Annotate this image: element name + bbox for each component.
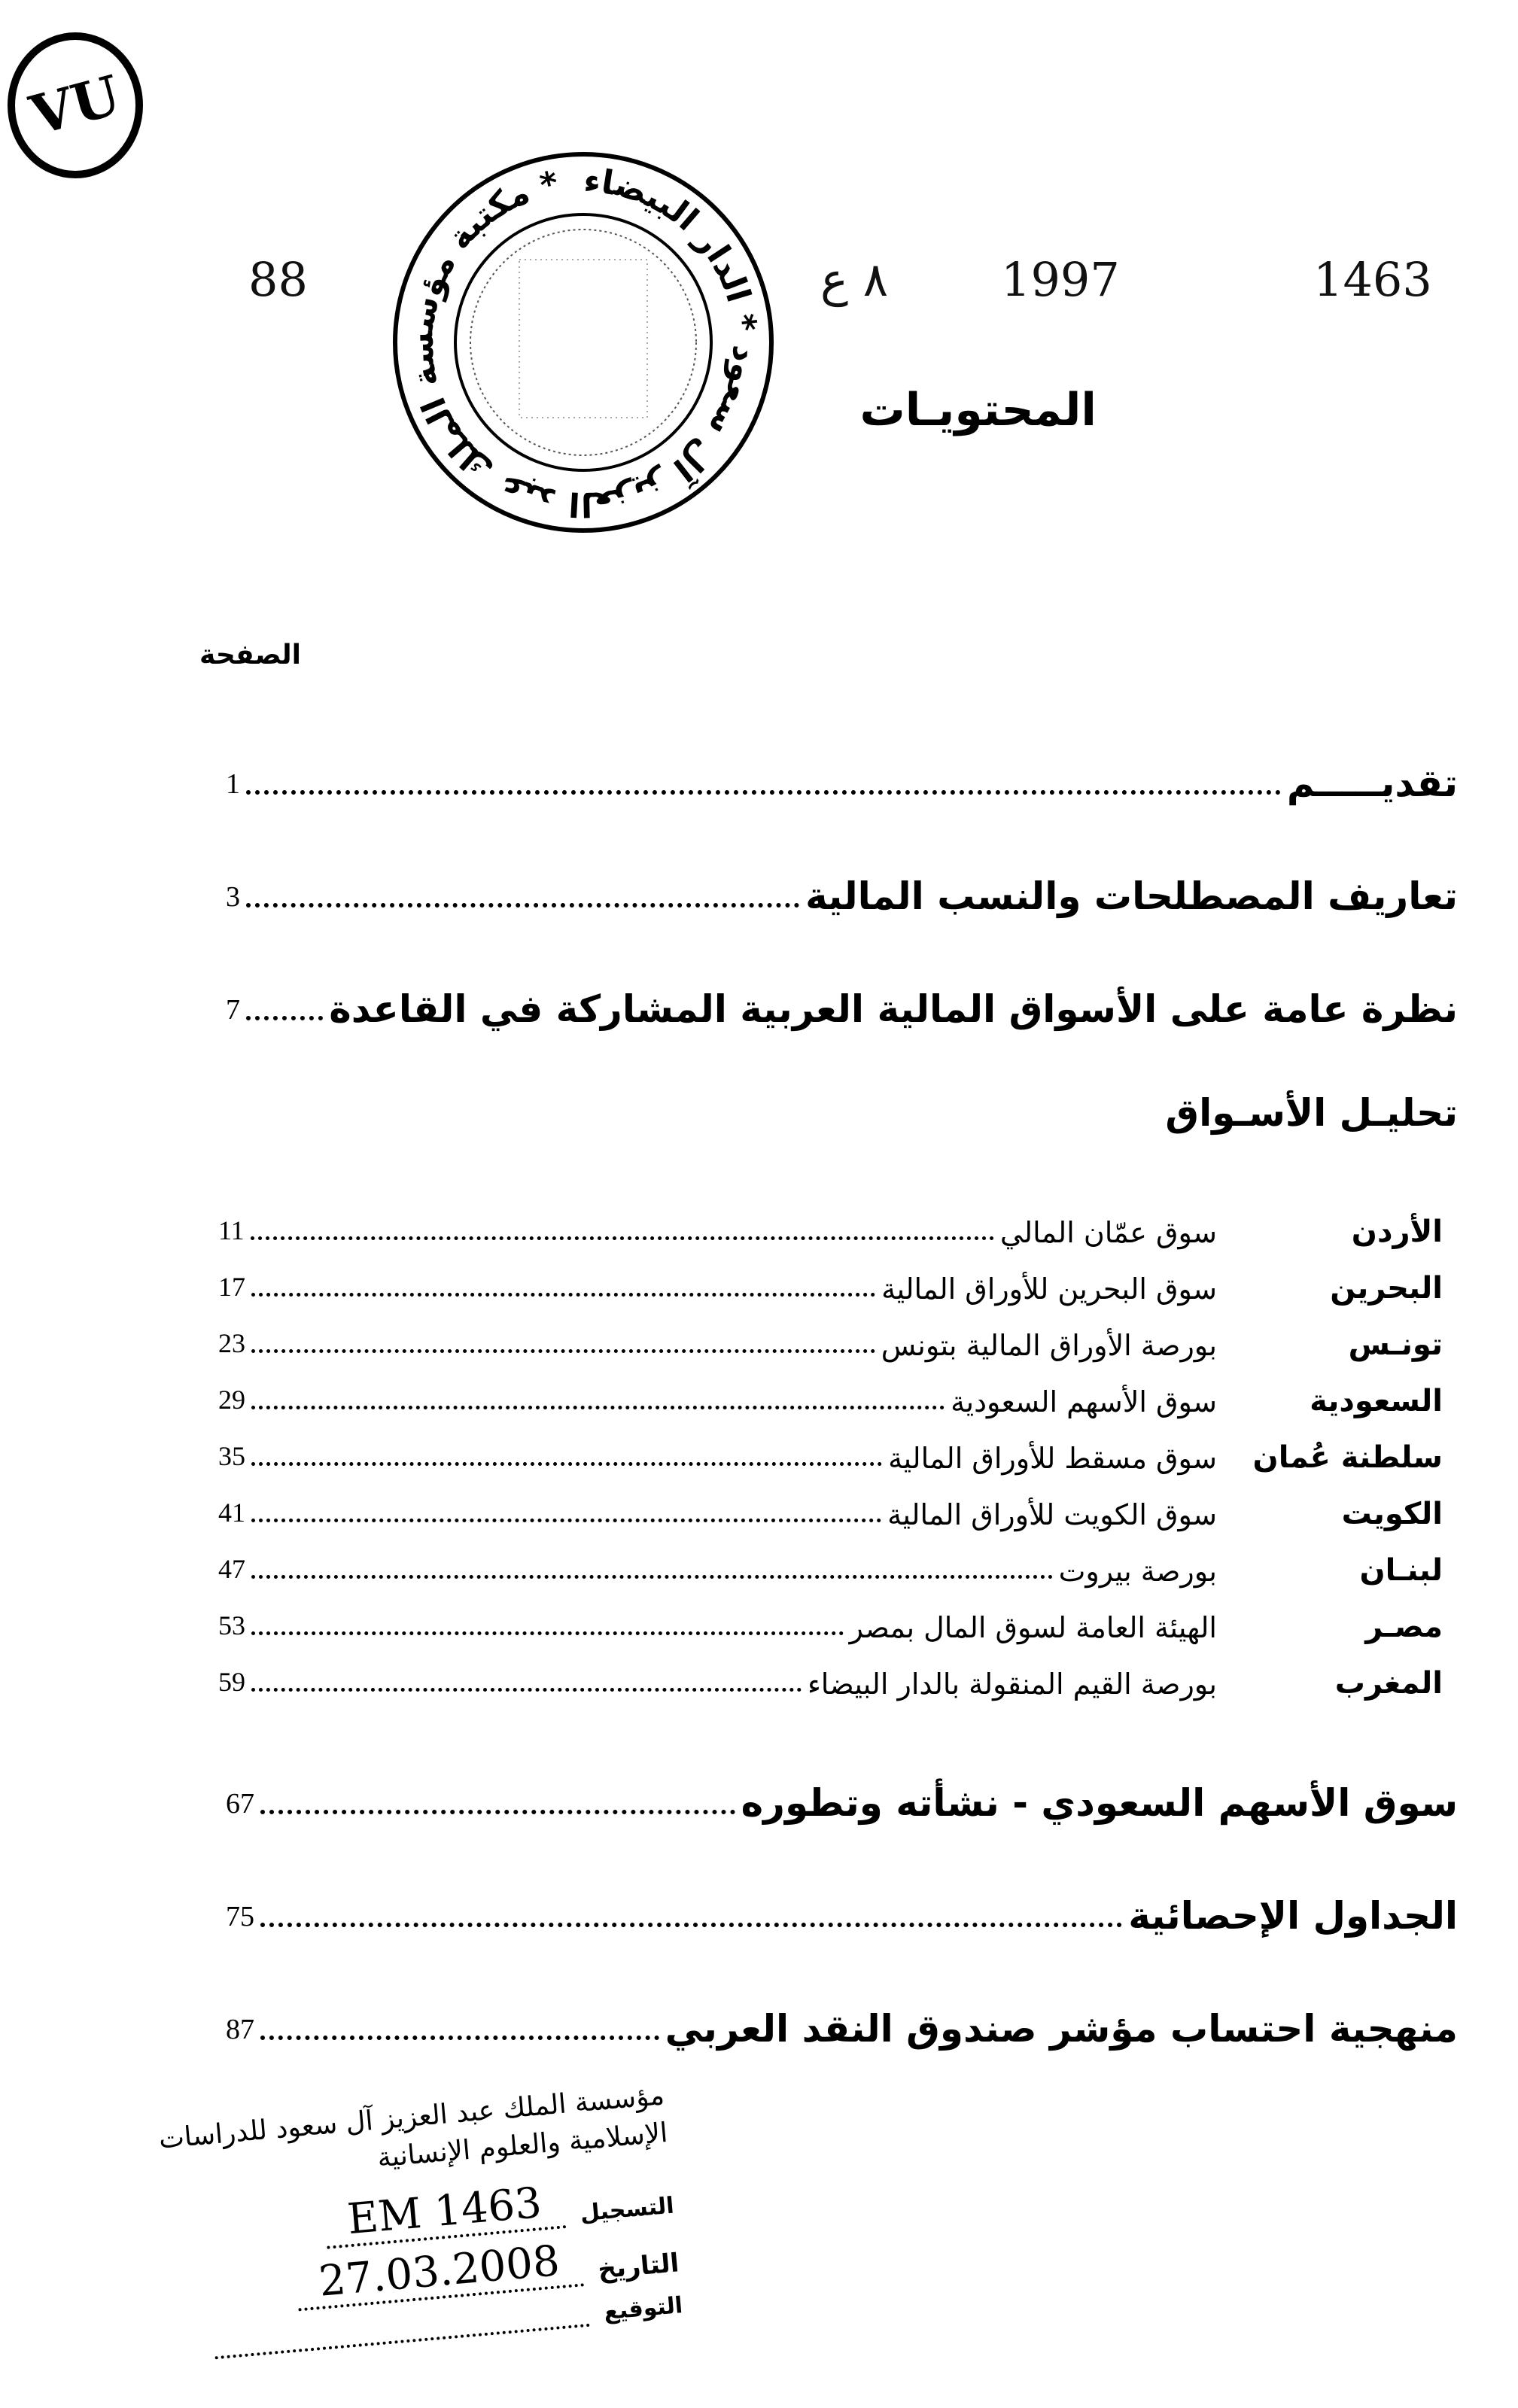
market-page: 23 [218, 1328, 245, 1358]
market-entry [218, 1486, 1443, 1531]
dot-leader [251, 1462, 882, 1466]
dot-leader [251, 1236, 994, 1240]
dot-leader [251, 1406, 945, 1409]
dot-leader [260, 1923, 1122, 1927]
market-country: الكويت [1341, 1497, 1443, 1531]
market-country: المغرب [1334, 1666, 1443, 1701]
registration-stamp-header: مؤسسة الملك عبد العزيز آل سعود للدراسات الإسلامية والعلوم الإنسانية [157, 2080, 669, 2174]
handwritten-note-c: 1997 [1001, 252, 1120, 307]
market-entry [218, 1655, 1443, 1701]
market-name: بورصة الأوراق المالية بتونس [881, 1329, 1217, 1362]
toc-entry-page: 67 [226, 1788, 254, 1820]
dot-leader [260, 2036, 659, 2040]
market-name: الهيئة العامة لسوق المال بمصر [849, 1611, 1217, 1644]
page-title: المحتويـات [859, 384, 1097, 436]
toc-entry [226, 1885, 1458, 1938]
market-page: 53 [218, 1610, 245, 1640]
dot-leader [251, 1575, 1053, 1579]
market-entry [218, 1373, 1443, 1418]
market-name: سوق البحرين للأوراق المالية [881, 1272, 1217, 1306]
dot-leader [251, 1349, 875, 1353]
market-page: 17 [218, 1272, 245, 1302]
market-country: البحرين [1330, 1271, 1443, 1306]
date-value: 27.03.2008 [294, 2235, 584, 2312]
toc-entry-label: منهجية احتساب مؤشر صندوق النقد العربي [665, 2007, 1458, 2051]
market-name: بورصة بيروت [1058, 1555, 1217, 1588]
market-country: لبنـان [1359, 1553, 1443, 1588]
market-country: الأردن [1351, 1215, 1443, 1249]
market-page: 47 [218, 1554, 245, 1584]
dot-leader [251, 1631, 844, 1635]
page-column-label: الصفحة [199, 640, 302, 670]
toc-entry-page: 75 [226, 1901, 254, 1932]
market-country: مصـر [1365, 1610, 1443, 1644]
dot-leader [246, 1016, 323, 1020]
registration-value: EM 1463 [323, 2176, 566, 2249]
toc-entry [226, 1772, 1458, 1825]
handwritten-note-a: 88 [248, 252, 308, 307]
market-page: 29 [218, 1385, 245, 1415]
toc-entry [226, 1998, 1458, 2051]
date-label: التاريخ [596, 2248, 680, 2285]
handwritten-note-b: ٨ ع [820, 252, 889, 307]
market-page: 41 [218, 1497, 245, 1528]
svg-text:VU: VU [23, 62, 127, 147]
market-name: سوق الكويت للأوراق المالية [887, 1498, 1217, 1531]
toc-entry-page: 7 [226, 994, 240, 1026]
registration-stamp [60, 2047, 686, 2399]
toc-entry-page: 87 [226, 2014, 254, 2045]
market-entry [218, 1543, 1443, 1588]
registration-label: التسجيل [579, 2192, 675, 2227]
market-name: سوق مسقط للأوراق المالية [888, 1442, 1217, 1475]
market-name: سوق الأسهم السعودية [951, 1385, 1217, 1418]
market-country: السعودية [1310, 1384, 1443, 1418]
library-seal-stamp [388, 147, 779, 538]
dot-leader [251, 1293, 875, 1297]
toc-entry-page: 3 [226, 881, 240, 913]
market-name: بورصة القيم المنقولة بالدار البيضاء [807, 1668, 1217, 1701]
dot-leader [251, 1688, 802, 1692]
handwritten-note-d: 1463 [1313, 252, 1432, 307]
toc-entry [226, 865, 1458, 918]
toc-entry-label: تقديـــــم [1286, 762, 1458, 805]
market-page: 35 [218, 1441, 245, 1471]
market-entry [218, 1204, 1443, 1249]
market-entry [218, 1430, 1443, 1475]
market-entry [218, 1317, 1443, 1362]
toc-entry-label: نظرة عامة على الأسواق المالية العربية المشاركة في القاعدة [329, 987, 1458, 1031]
toc-entry-label: سوق الأسهم السعودي - نشأته وتطوره [741, 1781, 1458, 1825]
market-entry [218, 1599, 1443, 1644]
svg-text:مكتبة مؤسسة الملك عبد العزيز آ: مكتبة مؤسسة الملك عبد العزيز آل سعود * الدار البيضاء * [402, 161, 765, 524]
dot-leader [260, 1810, 735, 1814]
toc-entry [226, 752, 1458, 805]
toc-entry-label: تعاريف المصطلحات والنسب المالية [805, 874, 1458, 918]
dot-leader [246, 790, 1281, 795]
dot-leader [251, 1519, 881, 1522]
market-page: 59 [218, 1667, 245, 1697]
market-page: 11 [218, 1215, 245, 1245]
market-country: سلطنة عُمان [1252, 1440, 1443, 1475]
market-name: سوق عمّان المالي [999, 1216, 1217, 1249]
markets-heading: تحليـل الأسـواق [1165, 1091, 1458, 1135]
toc-entry-page: 1 [226, 768, 240, 800]
dot-leader [246, 903, 799, 908]
signature-label: التوقيع [602, 2292, 684, 2326]
vu-stamp [4, 30, 154, 181]
toc-entry-label: الجداول الإحصائية [1128, 1894, 1458, 1938]
toc-entry [226, 978, 1458, 1031]
market-entry [218, 1260, 1443, 1306]
market-country: تونـس [1348, 1327, 1443, 1362]
